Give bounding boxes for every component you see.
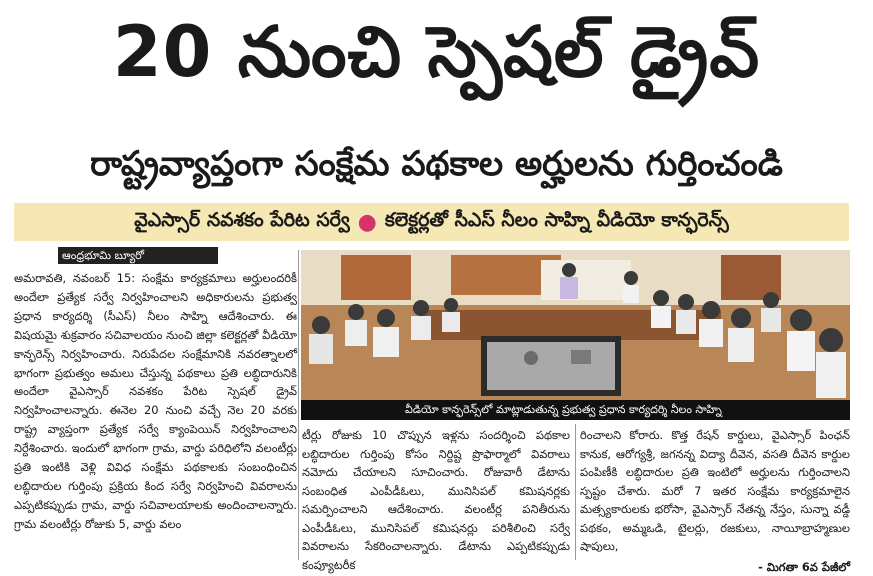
subheadline: రాష్ట్రవ్యాప్తంగా సంక్షేమ పథకాల అర్హులను గుర్తించండి: [0, 140, 873, 188]
column-divider: [298, 250, 299, 560]
column-divider: [575, 424, 576, 560]
video-conference-photo: [301, 250, 850, 400]
band-right-text: కలెక్టర్లతో సీఎస్‌ నీలం సాహ్ని వీడియో కాన్ఫరెన్స్‌: [385, 209, 729, 236]
article-text-2: టీర్లు రోజుకు 10 చొప్పున ఇళ్లను సందర్శించి పథకాల లబ్ధిదారుల గుర్తింపు కోసం నిర్దిష్ట ప్రొఫార్మాలో వివరాలు నమోదు చేయాలని సూచించారు. రోజువారీ డేటాను సంబంధిత ఎంపీడీఓలు, మునిసిపల్‌ కమిషనర్లకు సమర్పించాలని ఆదేశించారు. వలంటీర్ల పనితీరును ఎంపీడీఓలు, మునిసిపల్‌ కమిషనర్లు పరిశీలించి సర్వే వివరాలను సేకరించాలన్నారు. డేటాను ఎప్పటికప్పుడు కంప్యూటరీక: [302, 426, 570, 574]
highlight-band: [14, 203, 849, 241]
article-column-2: [302, 426, 570, 560]
headline: 20 నుంచి స్పెషల్‌ డ్రైవ్‌: [0, 2, 873, 104]
article-text-3: రించాలని కోరారు. కొత్త రేషన్‌ కార్డులు, వైఎస్సార్‌ పింఛన్‌ కానుక, ఆరోగ్యశ్రీ, జగనన్న విద్యా దీవెన, వసతి దీవెన కార్డుల పంపిణీకి లబ్ధిదారుల ప్రతి ఇంటిలో అర్హులను గుర్తించాలని స్పష్టం చేశారు. మరో 7 ఇతర సంక్షేమ కార్యక్రమాలైన మత్స్యకారులకు భరోసా, వైఎస్సార్‌ నేతన్న నేస్తం, సున్నా వడ్డీ పథకం, అమ్మఒడి, టైలర్లు, రజకులు, నాయీబ్రాహ్మణుల షాపులు,: [580, 426, 850, 556]
photo-caption: వీడియో కాన్ఫరెన్స్‌లో మాట్లాడుతున్న ప్రభుత్వ ప్రధాన కార్యదర్శి నీలం సాహ్ని: [301, 400, 850, 420]
continued-notice: - మిగతా 6వ పేజీలో: [580, 558, 850, 576]
article-column-1: [14, 269, 297, 559]
band-left-text: వైఎస్సార్‌ నవశకం పేరిట సర్వే: [134, 209, 349, 236]
bullet-icon: ●: [358, 210, 377, 235]
photo-illustration: [301, 250, 850, 400]
article-column-3: [580, 426, 850, 560]
article-text-1: అమరావతి, నవంబర్‌ 15: సంక్షేమ కార్యక్రమాలు అర్హులందరికీ అందేలా ప్రత్యేక సర్వే నిర్వహించాలని అధికారులను ప్రభుత్వ ప్రధాన కార్యదర్శి (సీఎస్‌) నీలం సాహ్ని ఆదేశించారు. ఈ విషయమై శుక్రవారం సచివాలయం నుంచి జిల్లా కలెక్టర్లతో వీడియో కాన్ఫరెన్స్‌ నిర్వహించారు. నిరుపేదల సంక్షేమానికి నవరత్నాలలో భాగంగా ప్రభుత్వం అమలు చేస్తున్న పథకాలు ప్రతి లబ్ధిదారునికి అందేలా వైఎస్సార్‌ నవశకం పేరిట స్పెషల్‌ డ్రైవ్‌ నిర్వహించాలన్నారు. ఈనెల 20 నుంచి వచ్చే నెల 20 వరకు రాష్ట్ర వ్యాప్తంగా ప్రత్యేక సర్వే క్యాంపెయిన్‌ నిర్వహించాలని నిర్దేశించారు. ఇందులో భాగంగా గ్రామ, వార్డు పరిధిలోని వలంటీర్లు ప్రతి ఇంటికి వెళ్లి వివిధ సంక్షేమ పథకాలకు సంబంధించిన లబ్ధిదారుల గుర్తింపు ప్రక్రియ కింద సర్వే నిర్వహించి వివరాలను ఎప్పటికప్పుడు గ్రామ, వార్డు సచివాలయాలకు అందించాలన్నారు. గ్రామ వలంటీర్లు రోజుకు 5, వార్డు వలం: [14, 269, 297, 534]
byline: ఆంధ్రభూమి బ్యూరో: [58, 247, 218, 264]
